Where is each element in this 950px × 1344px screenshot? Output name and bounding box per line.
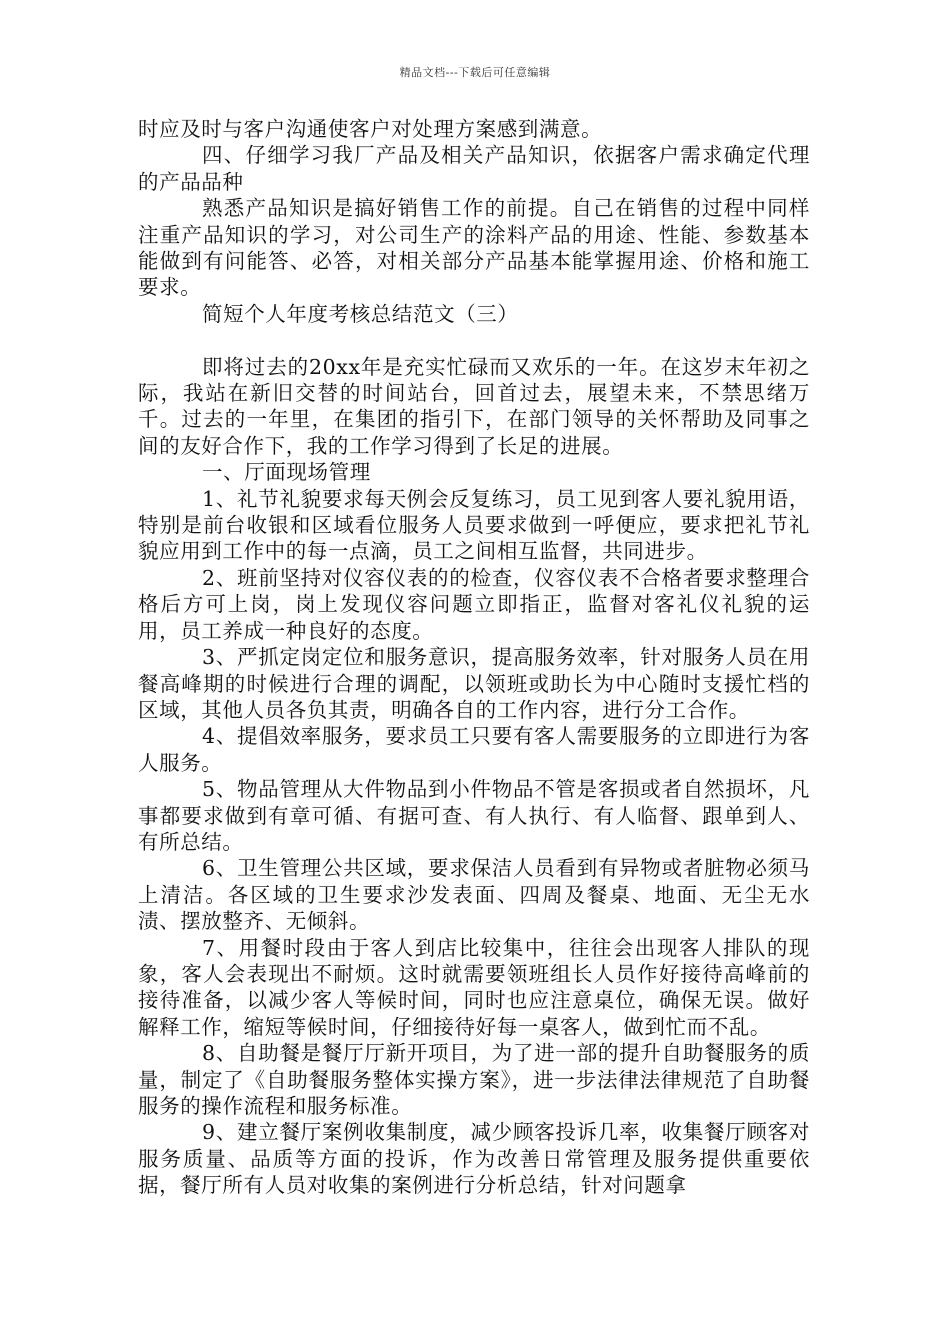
page-header: 精品文档---下载后可任意编辑: [399, 66, 551, 79]
section-heading: 一、厅面现场管理: [202, 460, 371, 485]
list-item: 5、物品管理从大件物品到小件物品不管是客损或者自然损坏，凡事都要求做到有章可循、有据可查、有人执行、有人临督、跟单到人、有所总结。: [138, 777, 810, 854]
list-item: 6、卫生管理公共区域，要求保洁人员看到有异物或者脏物必须马上清洁。各区域的卫生要求沙发表面、四周及餐桌、地面、无尘无水渍、摆放整齐、无倾斜。: [138, 856, 810, 934]
paragraph: 即将过去的20xx年是充实忙碌而又欢乐的一年。在这岁末年初之际，我站在新旧交替的时间站台，回首过去，展望未来，不禁思绪万千。过去的一年里，在集团的指引下，在部门领导的关怀帮助及同事之间的友好合作下，我的工作学习得到了长足的进展。: [138, 354, 810, 458]
document-body: [138, 116, 810, 1199]
list-item: 4、提倡效率服务，要求员工只要有客人需要服务的立即进行为客人服务。: [138, 724, 810, 775]
blank-line: [138, 327, 810, 353]
paragraph: 熟悉产品知识是搞好销售工作的前提。自己在销售的过程中同样注重产品知识的学习，对公司生产的涂料产品的用途、性能、参数基本能做到有问能答、必答，对相关部分产品基本能掌握用途、价格和施工要求。: [138, 196, 810, 300]
list-item: 1、礼节礼貌要求每天例会反复练习，员工见到客人要礼貌用语，特别是前台收银和区域看位服务人员要求做到一呼便应，要求把礼节礼貌应用到工作中的每一点滴，员工之间相互监督，共同进步。: [138, 486, 810, 564]
paragraph: 时应及时与客户沟通使客户对处理方案感到满意。: [138, 117, 603, 141]
list-item: 3、严抓定岗定位和服务意识，提高服务效率，针对服务人员在用餐高峰期的时候进行合理的调配，以领班或助长为中心随时支援忙档的区域，其他人员各负其责，明确各自的工作内容，进行分工合作。: [138, 645, 810, 722]
list-item: 9、建立餐厅案例收集制度，减少顾客投诉几率，收集餐厅顾客对服务质量、品质等方面的投诉，作为改善日常管理及服务提供重要依据，餐厅所有人员对收集的案例进行分析总结，针对问题拿: [138, 1120, 810, 1198]
list-item: 2、班前坚持对仪容仪表的的检查，仪容仪表不合格者要求整理合格后方可上岗，岗上发现仪容问题立即指正，监督对客礼仪礼貌的运用，员工养成一种良好的态度。: [138, 565, 810, 643]
section-heading: 四、仔细学习我厂产品及相关产品知识，依据客户需求确定代理的产品品种: [138, 143, 810, 194]
list-item: 7、用餐时段由于客人到店比较集中，往往会出现客人排队的现象，客人会表现出不耐烦。这时就需要领班组长人员作好接待高峰前的接待准备，以减少客人等候时间，同时也应注意桌位，确保无误。做好解释工作，缩短等候时间，仔细接待好每一桌客人，做到忙而不乱。: [138, 935, 810, 1039]
list-item: 8、自助餐是餐厅厅新开项目，为了进一部的提升自助餐服务的质量，制定了《自助餐服务整体实操方案》，进一步法律法律规范了自助餐服务的操作流程和服务标准。: [138, 1041, 810, 1119]
document-title: 简短个人年度考核总结范文（三）: [202, 301, 519, 326]
